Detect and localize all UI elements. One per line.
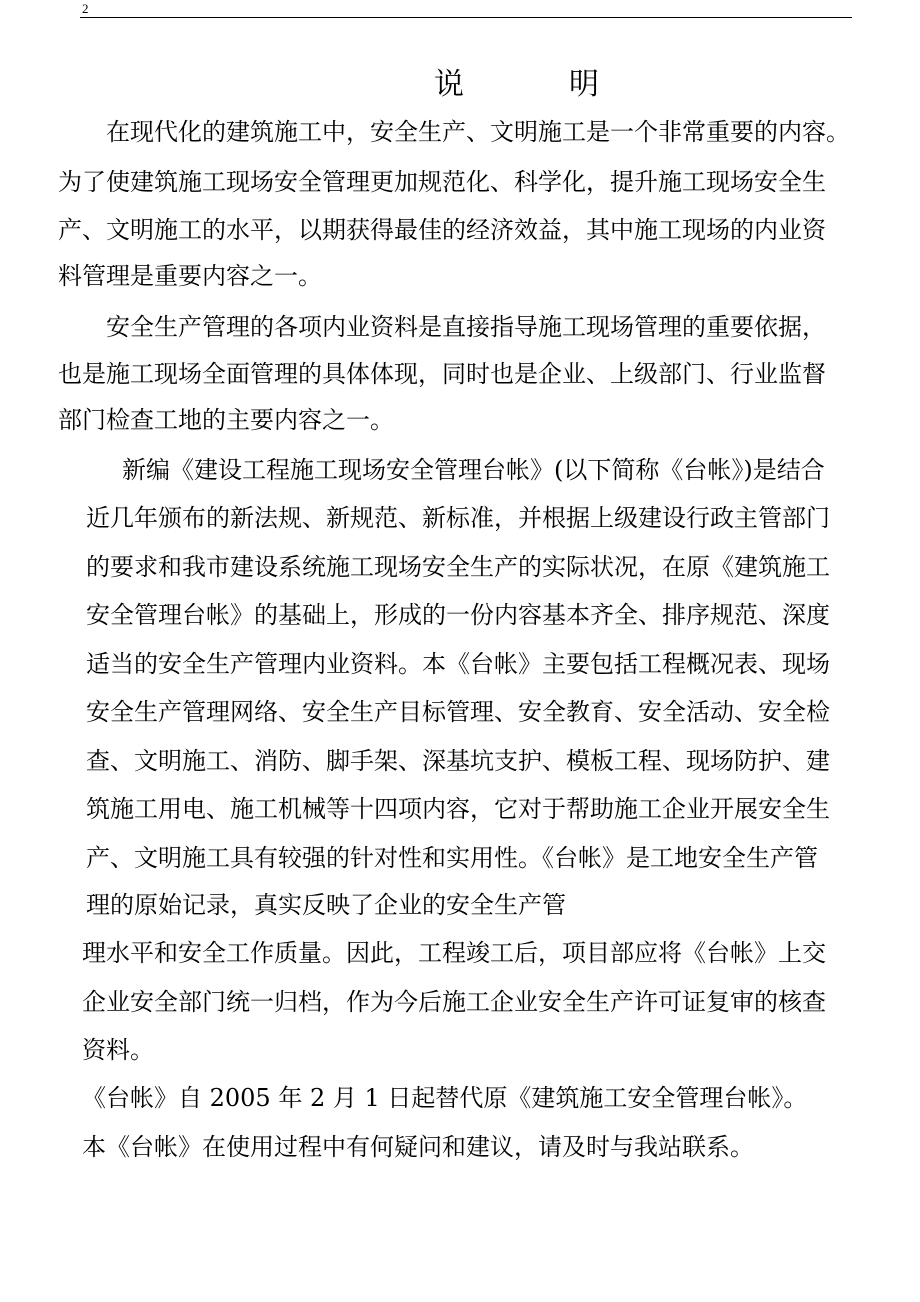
text-line: 产、文明施工具有较强的针对性和实用性。《台帐》是工地安全生产管 xyxy=(86,844,818,872)
text-line: 理水平和安全工作质量。因此，工程竣工后，项目部应将《台帐》上交 xyxy=(82,939,826,967)
text-line: 企业安全部门统一归档，作为今后施工企业安全生产许可证复审的核查 xyxy=(82,988,826,1016)
page-number: 2 xyxy=(82,1,89,16)
text-line: 产、文明施工的水平，以期获得最佳的经济效益，其中施工现场的内业资 xyxy=(58,216,826,244)
text-line: 安全生产管理的各项内业资料是直接指导施工现场管理的重要依据， xyxy=(106,313,826,341)
header-rule xyxy=(80,17,852,18)
text-line: 安全管理台帐》的基础上，形成的一份内容基本齐全、排序规范、深度 xyxy=(86,601,830,629)
text-line: 《台帐》自 2005 年 2 月 1 日起替代原《建筑施工安全管理台帐》。 xyxy=(82,1084,808,1112)
text-line: 查、文明施工、消防、脚手架、深基坑支护、模板工程、现场防护、建 xyxy=(86,747,830,775)
text-line: 筑施工用电、施工机械等十四项内容，它对于帮助施工企业开展安全生 xyxy=(86,795,830,823)
text-line: 安全生产管理网络、安全生产目标管理、安全教育、安全活动、安全检 xyxy=(86,698,830,726)
text-line: 资料。 xyxy=(82,1036,154,1064)
text-line: 为了使建筑施工现场安全管理更加规范化、科学化，提升施工现场安全生 xyxy=(58,168,826,196)
text-line: 的要求和我市建设系统施工现场安全生产的实际状况，在原《建筑施工 xyxy=(86,553,830,581)
text-line: 料管理是重要内容之一。 xyxy=(58,262,322,290)
text-line: 也是施工现场全面管理的具体体现，同时也是企业、上级部门、行业监督 xyxy=(58,360,826,388)
text-line: 部门检查工地的主要内容之一。 xyxy=(58,406,394,434)
text-line: 本《台帐》在使用过程中有何疑问和建议，请及时与我站联系。 xyxy=(82,1133,754,1161)
title-char-1: 说 xyxy=(434,67,464,102)
text-line: 近几年颁布的新法规、新规范、新标准，并根据上级建设行政主管部门 xyxy=(86,504,830,532)
text-line: 适当的安全生产管理内业资料。本《台帐》主要包括工程概况表、现场 xyxy=(86,650,830,678)
title-char-2: 明 xyxy=(569,67,599,102)
page-title xyxy=(0,60,920,110)
text-line: 理的原始记录，真实反映了企业的安全生产管 xyxy=(86,891,566,919)
text-line: 新编《建设工程施工现场安全管理台帐》(以下简称《台帐》)是结合 xyxy=(122,456,825,484)
text-line: 在现代化的建筑施工中，安全生产、文明施工是一个非常重要的内容。 xyxy=(106,118,850,146)
